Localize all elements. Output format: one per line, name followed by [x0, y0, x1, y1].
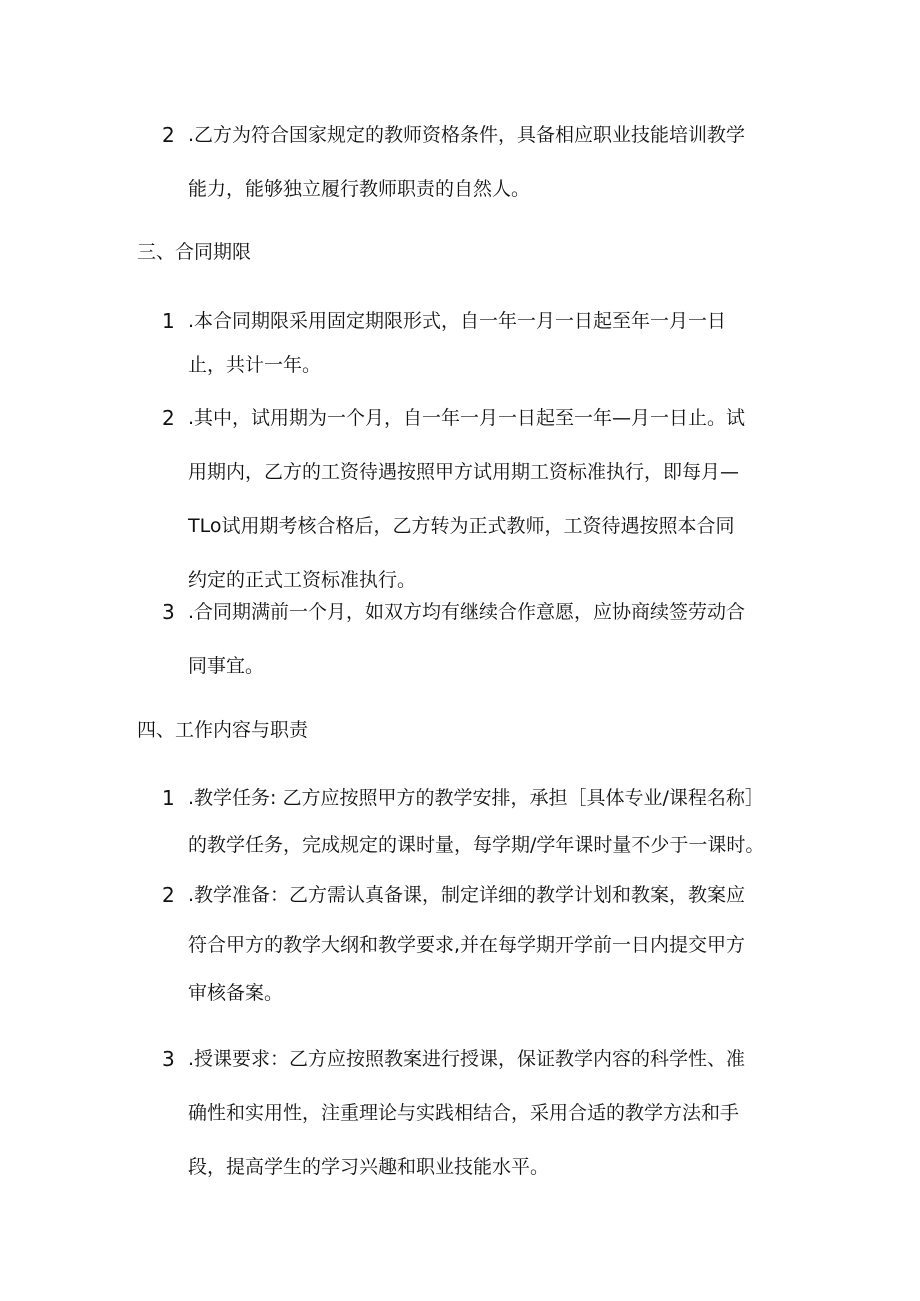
text-line: 能力，能够独立履行教师职责的自然人。 [188, 178, 531, 200]
clause-number: 3 [162, 1047, 175, 1071]
text-line: 用期内，乙方的工资待遇按照甲方试用期工资标准执行，即每月— [188, 461, 740, 483]
section-heading-4: 四、工作内容与职责 [137, 719, 309, 741]
clause-number: 2 [162, 883, 175, 907]
clause-number: 2 [162, 406, 175, 430]
text-line: 的教学任务，完成规定的课时量，每学期/学年课时量不少于一课时。 [188, 834, 765, 856]
text-line: .授课要求：乙方应按照教案进行授课，保证教学内容的科学性、准 [188, 1048, 746, 1070]
clause-text [188, 306, 788, 380]
text-line: 确性和实用性，注重理论与实践相结合，采用合适的教学方法和手 [188, 1102, 740, 1124]
text-line: 同事宜。 [188, 655, 265, 677]
clause-text [188, 880, 788, 1008]
text-line: .教学准备：乙方需认真备课，制定详细的教学计划和教案，教案应 [188, 884, 746, 906]
clause-number: 1 [162, 309, 175, 333]
text-line: 约定的正式工资标准执行。 [188, 569, 417, 591]
text-line: 审核备案。 [188, 982, 284, 1004]
clause-number: 3 [162, 600, 175, 624]
clause-text [188, 597, 788, 681]
section-heading-3: 三、合同期限 [137, 241, 252, 263]
text-line: 符合甲方的教学大纲和教学要求,并在每学期开学前一日内提交甲方 [188, 934, 746, 956]
text-line: 止，共计一年。 [188, 354, 322, 376]
clause-number: 1 [162, 786, 175, 810]
clause-number: 2 [162, 123, 175, 147]
clause-text [188, 403, 788, 595]
text-line: 段，提高学生的学习兴趣和职业技能水平。 [188, 1156, 550, 1178]
text-line: .其中，试用期为一个月，自一年一月一日起至一年—月一日止。试 [188, 407, 746, 429]
clause-text [188, 120, 788, 204]
text-line: .本合同期限采用固定期限形式，自一年一月一日起至年一月一日 [188, 310, 727, 332]
clause-text [188, 1044, 788, 1182]
text-line: TLo试用期考核合格后，乙方转为正式教师，工资待遇按照本合同 [188, 515, 735, 537]
text-line: .乙方为符合国家规定的教师资格条件，具备相应职业技能培训教学 [188, 124, 746, 146]
clause-text [188, 783, 788, 860]
text-line: .教学任务: 乙方应按照甲方的教学安排，承担［具体专业/课程名称］ [188, 787, 764, 809]
text-line: .合同期满前一个月，如双方均有继续合作意愿，应协商续签劳动合 [188, 601, 746, 623]
